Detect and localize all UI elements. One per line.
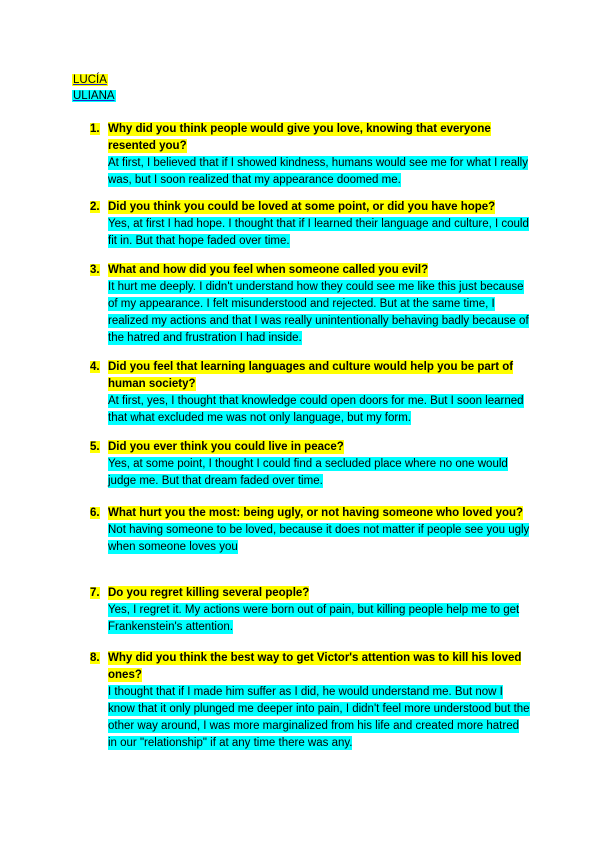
- answer-text: At first, I believed that if I showed kindness, humans would see me for what I really was, but I soon realized that my appearance doomed me.: [108, 157, 528, 186]
- answer-text: At first, yes, I thought that knowledge could open doors for me. But I soon learned that what excluded me was not only language, but my form.: [108, 395, 524, 424]
- question-text: What hurt you the most: being ugly, or not having someone who loved you?: [108, 507, 524, 519]
- question-text: Did you ever think you could live in peace?: [108, 441, 344, 453]
- qa-item-4: [90, 359, 530, 427]
- answer-text: I thought that if I made him suffer as I did, he would understand me. But now I know that it only plunged me deeper into pain, I didn't feel more understood but the other way around, I was more marginalized from his life and created more hatred in our "relationship" if at any time there was any.: [108, 686, 530, 749]
- question-number: 3.: [90, 264, 100, 276]
- qa-item-7: [90, 585, 530, 636]
- qa-item-6: [90, 505, 530, 556]
- question-number: 6.: [90, 507, 100, 519]
- author-name-lucia: LUCÍA: [73, 74, 107, 86]
- answer-text: It hurt me deeply. I didn't understand how they could see me like this just because of my appearance. I felt misunderstood and rejected. But at the same time, I realized my actions and that I was really unintentionally behaving badly because of the hatred and frustration I had inside.: [108, 281, 529, 344]
- question-text: Did you feel that learning languages and culture would help you be part of human society?: [108, 361, 514, 390]
- qa-item-8: [90, 650, 530, 752]
- question-number: 1.: [90, 123, 100, 135]
- question-number: 8.: [90, 652, 100, 664]
- author-names: [72, 72, 116, 104]
- question-text: Why did you think the best way to get Victor's attention was to kill his loved ones?: [108, 652, 522, 681]
- qa-item-2: [90, 199, 530, 250]
- question-text: Why did you think people would give you love, knowing that everyone resented you?: [108, 123, 491, 152]
- question-number: 5.: [90, 441, 100, 453]
- answer-text: Yes, at first I had hope. I thought that if I learned their language and culture, I could fit in. But that hope faded over time.: [108, 218, 529, 247]
- answer-text: Yes, at some point, I thought I could find a secluded place where no one would judge me. But that dream faded over time.: [108, 458, 508, 487]
- author-name-uliana: ULIANA: [73, 90, 115, 102]
- qa-item-1: [90, 121, 530, 189]
- qa-item-5: [90, 439, 530, 490]
- answer-text: Not having someone to be loved, because it does not matter if people see you ugly when someone loves you: [108, 524, 530, 553]
- qa-item-3: [90, 262, 530, 347]
- question-text: Do you regret killing several people?: [108, 587, 310, 599]
- question-text: What and how did you feel when someone called you evil?: [108, 264, 429, 276]
- question-number: 4.: [90, 361, 100, 373]
- question-number: 2.: [90, 201, 100, 213]
- answer-text: Yes, I regret it. My actions were born out of pain, but killing people help me to get Frankenstein's attention.: [108, 604, 520, 633]
- question-number: 7.: [90, 587, 100, 599]
- question-text: Did you think you could be loved at some point, or did you have hope?: [108, 201, 496, 213]
